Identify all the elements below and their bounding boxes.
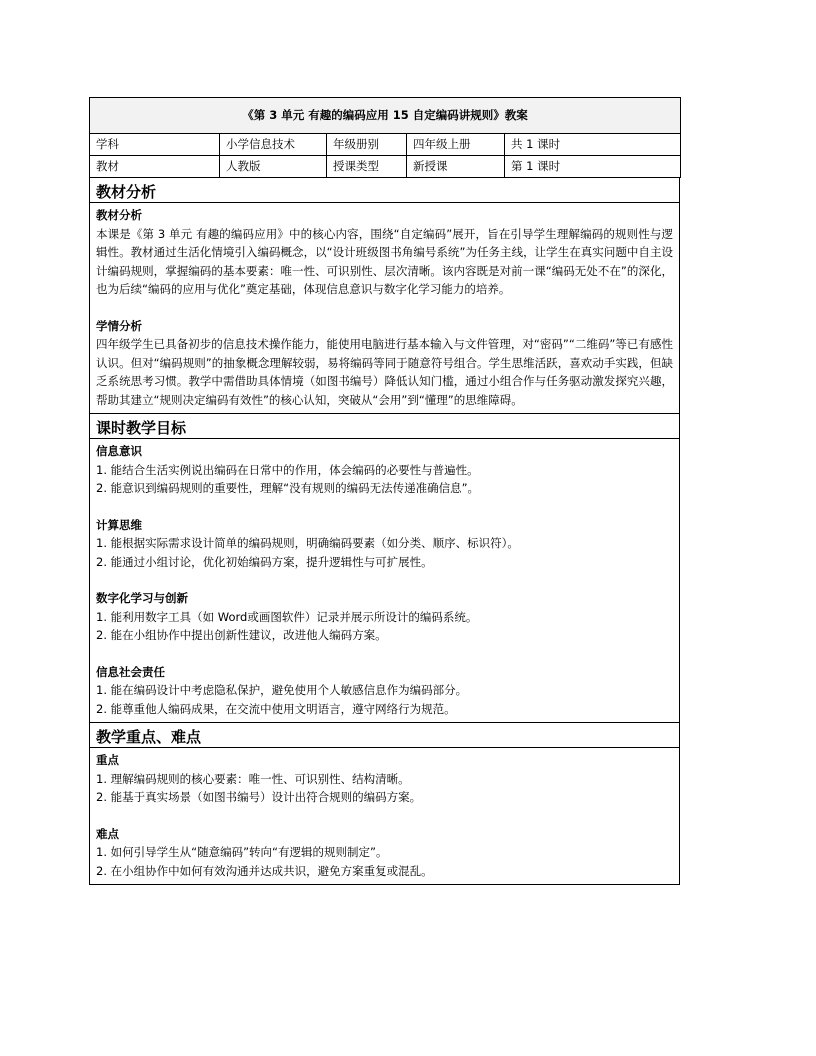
subject-value: 小学信息技术 bbox=[220, 134, 327, 156]
textbook-analysis-title: 教材分析 bbox=[96, 208, 142, 222]
goal-item: 2. 能通过小组讨论，优化初始编码方案，提升逻辑性与可扩展性。 bbox=[96, 554, 433, 569]
goal-group-title: 信息社会责任 bbox=[96, 664, 165, 679]
goal-item: 1. 能在编码设计中考虑隐私保护，避免使用个人敏感信息作为编码部分。 bbox=[96, 683, 468, 697]
keypoint-item: 1. 理解编码规则的核心要素：唯一性、可识别性、结构清晰。 bbox=[96, 771, 410, 786]
keypoint-item: 2. 在小组协作中如何有效沟通并达成共识，避免方案重复或混乱。 bbox=[96, 863, 433, 878]
keypoint-group-title: 难点 bbox=[96, 826, 119, 841]
keypoints-heading: 教学重点、难点 bbox=[90, 723, 679, 748]
header-table bbox=[89, 97, 681, 178]
keypoint-item: 1. 如何引导学生从“随意编码”转向“有逻辑的规则制定”。 bbox=[96, 845, 388, 859]
document-title: 《第 3 单元 有趣的编码应用 15 自定编码讲规则》教案 bbox=[90, 98, 681, 134]
total-periods: 共 1 课时 bbox=[505, 134, 681, 156]
goal-item: 1. 能根据实际需求设计简单的编码规则，明确编码要素（如分类、顺序、标识符）。 bbox=[96, 536, 519, 550]
keypoint-item: 2. 能基于真实场景（如图书编号）设计出符合规则的编码方案。 bbox=[96, 790, 422, 804]
goal-item: 1. 能结合生活实例说出编码在日常中的作用，体会编码的必要性与普遍性。 bbox=[96, 462, 479, 477]
current-period: 第 1 课时 bbox=[505, 156, 681, 178]
goal-item: 1. 能利用数字工具（如 Word或画图软件）记录并展示所设计的编码系统。 bbox=[96, 609, 478, 624]
grade-value: 四年级上册 bbox=[407, 134, 505, 156]
goals-section bbox=[89, 414, 680, 723]
goal-group-title: 数字化学习与创新 bbox=[96, 591, 188, 605]
goal-group-title: 信息意识 bbox=[96, 444, 142, 458]
grade-label: 年级册别 bbox=[327, 134, 407, 156]
lesson-type-value: 新授课 bbox=[407, 156, 505, 178]
subject-label: 学科 bbox=[90, 134, 220, 156]
goals-heading: 课时教学目标 bbox=[90, 414, 679, 439]
goal-item: 2. 能尊重他人编码成果，在交流中使用文明语言，遵守网络行为规范。 bbox=[96, 701, 456, 716]
goal-item: 2. 能在小组协作中提出创新性建议，改进他人编码方案。 bbox=[96, 628, 387, 642]
keypoints-section bbox=[89, 723, 680, 885]
analysis-section bbox=[89, 178, 680, 414]
lesson-type-label: 授课类型 bbox=[327, 156, 407, 178]
keypoint-group-title: 重点 bbox=[96, 753, 119, 767]
textbook-value: 人教版 bbox=[220, 156, 327, 178]
lesson-plan-document bbox=[89, 97, 680, 885]
analysis-heading: 教材分析 bbox=[90, 178, 679, 203]
goal-group-title: 计算思维 bbox=[96, 517, 142, 532]
textbook-label: 教材 bbox=[90, 156, 220, 178]
textbook-analysis-text: 本课是《第 3 单元 有趣的编码应用》中的核心内容，围绕“自定编码”展开，旨在引导学生理解编码的规则性与逻辑性。教材通过生活化情境引入编码概念，以“设计班级图书角编号系统”为任务主线，让学生在真实问题中自主设计编码规则，掌握编码的基本要素：唯一性、可识别性、层次清晰。该内容既是对前一课“编码无处不在”的深化，也为后续“编码的应用与优化”奠定基础，体现信息意识与数字化学习能力的培养。 bbox=[96, 226, 673, 296]
student-analysis-title: 学情分析 bbox=[96, 318, 142, 333]
student-analysis-text: 四年级学生已具备初步的信息技术操作能力，能使用电脑进行基本输入与文件管理，对“密码”“二维码”等已有感性认识。但对“编码规则”的抽象概念理解较弱，易将编码等同于随意符号组合。学生思维活跃，喜欢动手实践，但缺乏系统思考习惯。教学中需借助具体情境（如图书编号）降低认知门槛，通过小组合作与任务驱动激发探究兴趣，帮助其建立“规则决定编码有效性”的核心认知，突破从“会用”到“懂理”的思维障碍。 bbox=[96, 337, 673, 407]
goal-item: 2. 能意识到编码规则的重要性，理解“没有规则的编码无法传递准确信息”。 bbox=[96, 481, 480, 495]
